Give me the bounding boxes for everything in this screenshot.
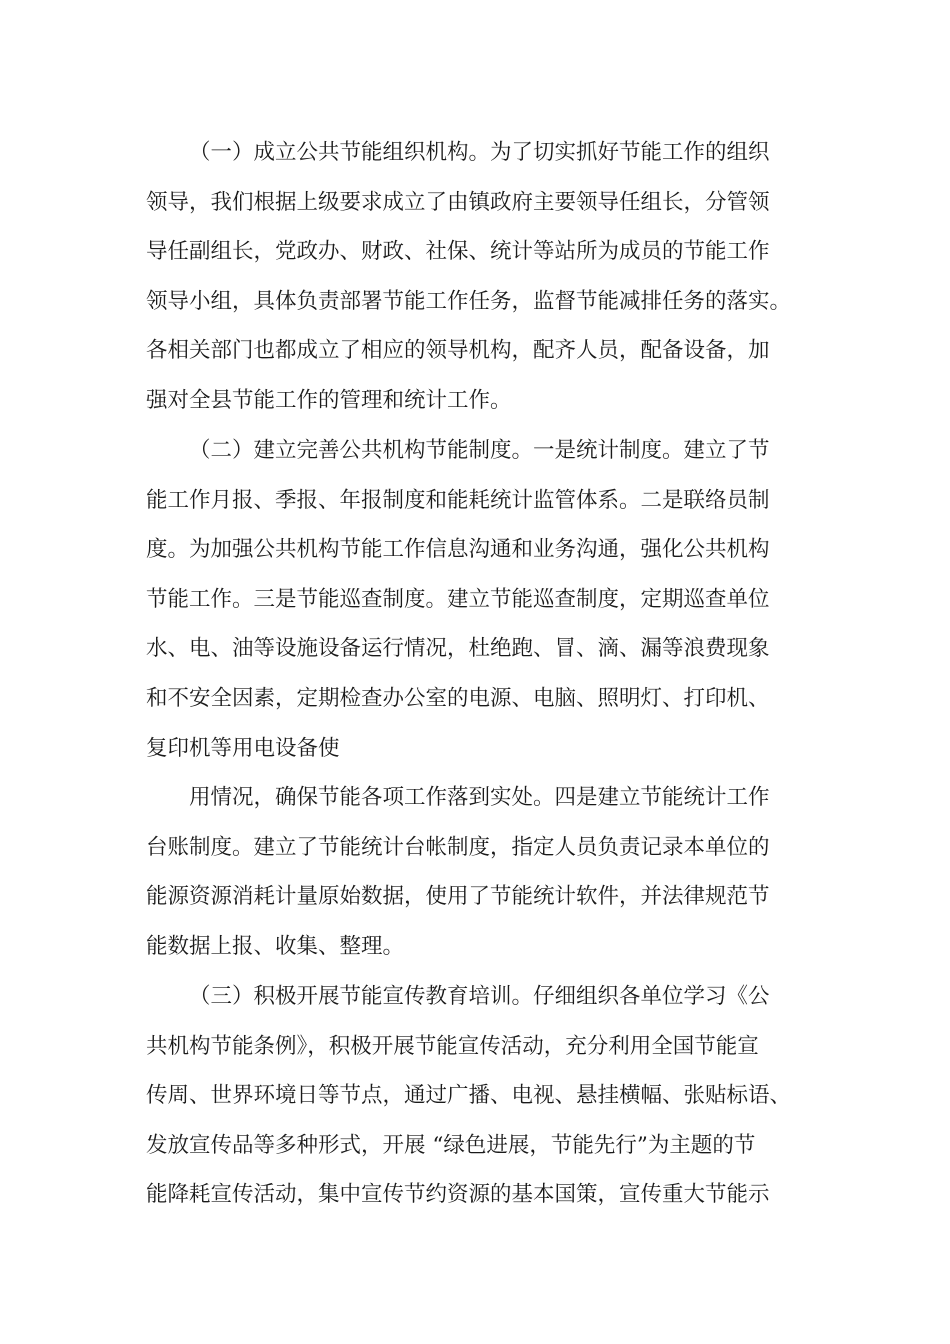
paragraph-1 — [146, 128, 826, 426]
text-line: （一）成立公共节能组织机构。为了切实抓好节能工作的组织 — [189, 140, 770, 165]
text-line: 用情况，确保节能各项工作落到实处。四是建立节能统计工作 — [189, 785, 770, 810]
text-line: 共机构节能条例》，积极开展节能宣传活动，充分利用全国节能宣 — [146, 1033, 759, 1059]
text-line: 能工作月报、季报、年报制度和能耗统计监管体系。二是联络员制 — [146, 487, 770, 513]
text-line: 领导小组，具体负责部署节能工作任务，监督节能减排任务的落实。 — [146, 288, 792, 314]
text-line: 和不安全因素，定期检查办公室的电源、电脑、照明灯、打印机、 — [146, 685, 770, 711]
text-line: 传周、世界环境日等节点，通过广播、电视、悬挂横幅、张贴标语、 — [146, 1083, 792, 1109]
text-line: 台账制度。建立了节能统计台帐制度，指定人员负责记录本单位的 — [146, 834, 770, 860]
text-line: （二）建立完善公共机构节能制度。一是统计制度。建立了节 — [189, 438, 770, 463]
paragraph-2 — [146, 426, 826, 773]
text-line: 水、电、油等设施设备运行情况，杜绝跑、冒、滴、漏等浪费现象 — [146, 636, 770, 662]
text-line: （三）积极开展节能宣传教育培训。仔细组织各单位学习《公 — [189, 984, 770, 1009]
paragraph-3 — [146, 773, 826, 971]
text-line: 强对全县节能工作的管理和统计工作。 — [146, 387, 512, 413]
text-line: 各相关部门也都成立了相应的领导机构，配齐人员，配备设备，加 — [146, 338, 770, 364]
text-line: 领导，我们根据上级要求成立了由镇政府主要领导任组长，分管领 — [146, 189, 770, 215]
text-line: 导任副组长，党政办、财政、社保、统计等站所为成员的节能工作 — [146, 239, 770, 265]
paragraph-4 — [146, 972, 826, 1220]
text-line: 节能工作。三是节能巡查制度。建立节能巡查制度，定期巡查单位 — [146, 586, 770, 612]
text-line: 复印机等用电设备使 — [146, 735, 340, 761]
text-line: 能数据上报、收集、整理。 — [146, 933, 405, 959]
text-line: 能源资源消耗计量原始数据，使用了节能统计软件，并法律规范节 — [146, 884, 770, 910]
text-line: 发放宣传品等多种形式，开展 “绿色进展，节能先行”为主题的节 — [146, 1132, 756, 1158]
text-line: 能降耗宣传活动，集中宣传节约资源的基本国策，宣传重大节能示 — [146, 1182, 770, 1208]
text-line: 度。为加强公共机构节能工作信息沟通和业务沟通，强化公共机构 — [146, 537, 770, 563]
